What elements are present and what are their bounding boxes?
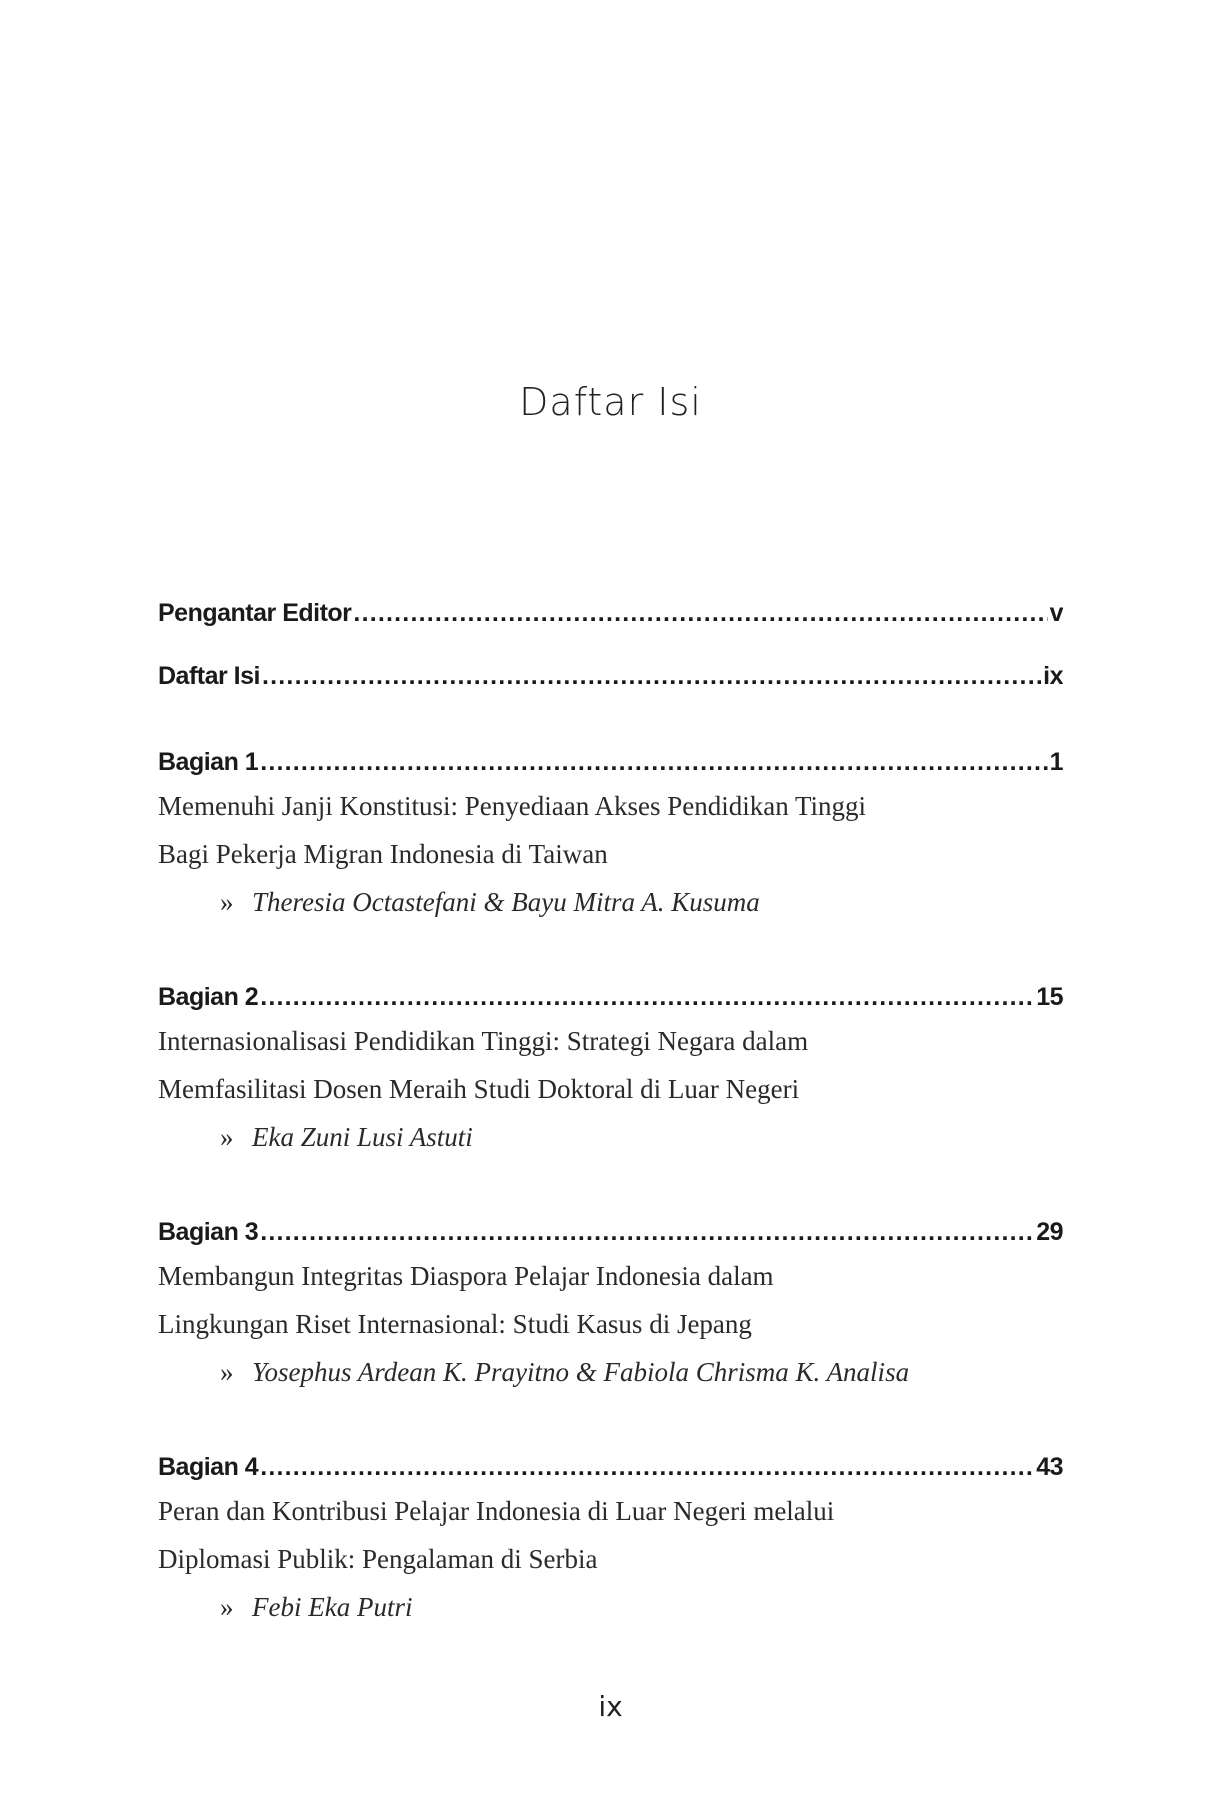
author-names: Febi Eka Putri: [252, 1592, 413, 1622]
toc-part-3: [158, 1209, 1063, 1396]
author-marker-icon: »: [220, 887, 234, 917]
chapter-title-line: Memenuhi Janji Konstitusi: Penyediaan Akses Pendidikan Tinggi: [158, 791, 866, 821]
author-marker-icon: »: [220, 1122, 234, 1152]
page-title: Daftar Isi: [519, 380, 702, 424]
chapter-title-line: Internasionalisasi Pendidikan Tinggi: Strategi Negara dalam: [158, 1026, 809, 1056]
author-names: Eka Zuni Lusi Astuti: [252, 1122, 473, 1152]
table-of-contents: [158, 590, 1063, 1631]
author-marker-icon: »: [220, 1592, 234, 1622]
toc-entry-bagian-1[interactable]: [158, 739, 1063, 777]
toc-entry-label: Bagian 3: [158, 1218, 259, 1246]
dot-leader: [260, 1453, 1034, 1482]
author-names: Theresia Octastefani & Bayu Mitra A. Kusuma: [252, 887, 760, 917]
chapter-title-line: Memfasilitasi Dosen Meraih Studi Doktoral di Luar Negeri: [158, 1074, 800, 1104]
page-number: ix: [598, 1690, 623, 1723]
chapter-authors: [158, 1113, 1063, 1161]
chapter-title-line: Diplomasi Publik: Pengalaman di Serbia: [158, 1544, 598, 1574]
chapter-title-line: Membangun Integritas Diaspora Pelajar Indonesia dalam: [158, 1261, 774, 1291]
dot-leader: [260, 748, 1047, 777]
chapter-authors: [158, 1348, 1063, 1396]
dot-leader: [260, 1218, 1034, 1247]
toc-entry-label: Bagian 2: [158, 983, 259, 1011]
chapter-title-line: Bagi Pekerja Migran Indonesia di Taiwan: [158, 839, 608, 869]
toc-entry-page: ix: [1043, 662, 1063, 690]
toc-part-2: [158, 974, 1063, 1161]
chapter-title-line: Lingkungan Riset Internasional: Studi Kasus di Jepang: [158, 1309, 752, 1339]
toc-entry-daftar-isi[interactable]: [158, 653, 1063, 691]
toc-entry-page: 1: [1049, 748, 1063, 776]
toc-entry-page: 43: [1036, 1453, 1063, 1481]
toc-entry-label: Pengantar Editor: [158, 599, 352, 627]
toc-entry-pengantar-editor[interactable]: [158, 590, 1063, 628]
toc-entry-page: 15: [1036, 983, 1063, 1011]
dot-leader: [260, 983, 1034, 1012]
author-marker-icon: »: [220, 1357, 234, 1387]
toc-entry-bagian-4[interactable]: [158, 1444, 1063, 1482]
toc-part-1: [158, 739, 1063, 926]
chapter-authors: [158, 878, 1063, 926]
chapter-authors: [158, 1583, 1063, 1631]
toc-entry-bagian-2[interactable]: [158, 974, 1063, 1012]
toc-entry-page: v: [1049, 599, 1063, 627]
author-names: Yosephus Ardean K. Prayitno & Fabiola Chrisma K. Analisa: [252, 1357, 910, 1387]
toc-part-4: [158, 1444, 1063, 1631]
dot-leader: [353, 599, 1047, 628]
toc-entry-bagian-3[interactable]: [158, 1209, 1063, 1247]
dot-leader: [262, 662, 1041, 691]
chapter-title-line: Peran dan Kontribusi Pelajar Indonesia di Luar Negeri melalui: [158, 1496, 835, 1526]
toc-entry-page: 29: [1036, 1218, 1063, 1246]
toc-entry-label: Bagian 4: [158, 1453, 259, 1481]
toc-entry-label: Bagian 1: [158, 748, 259, 776]
toc-entry-label: Daftar Isi: [158, 662, 260, 690]
